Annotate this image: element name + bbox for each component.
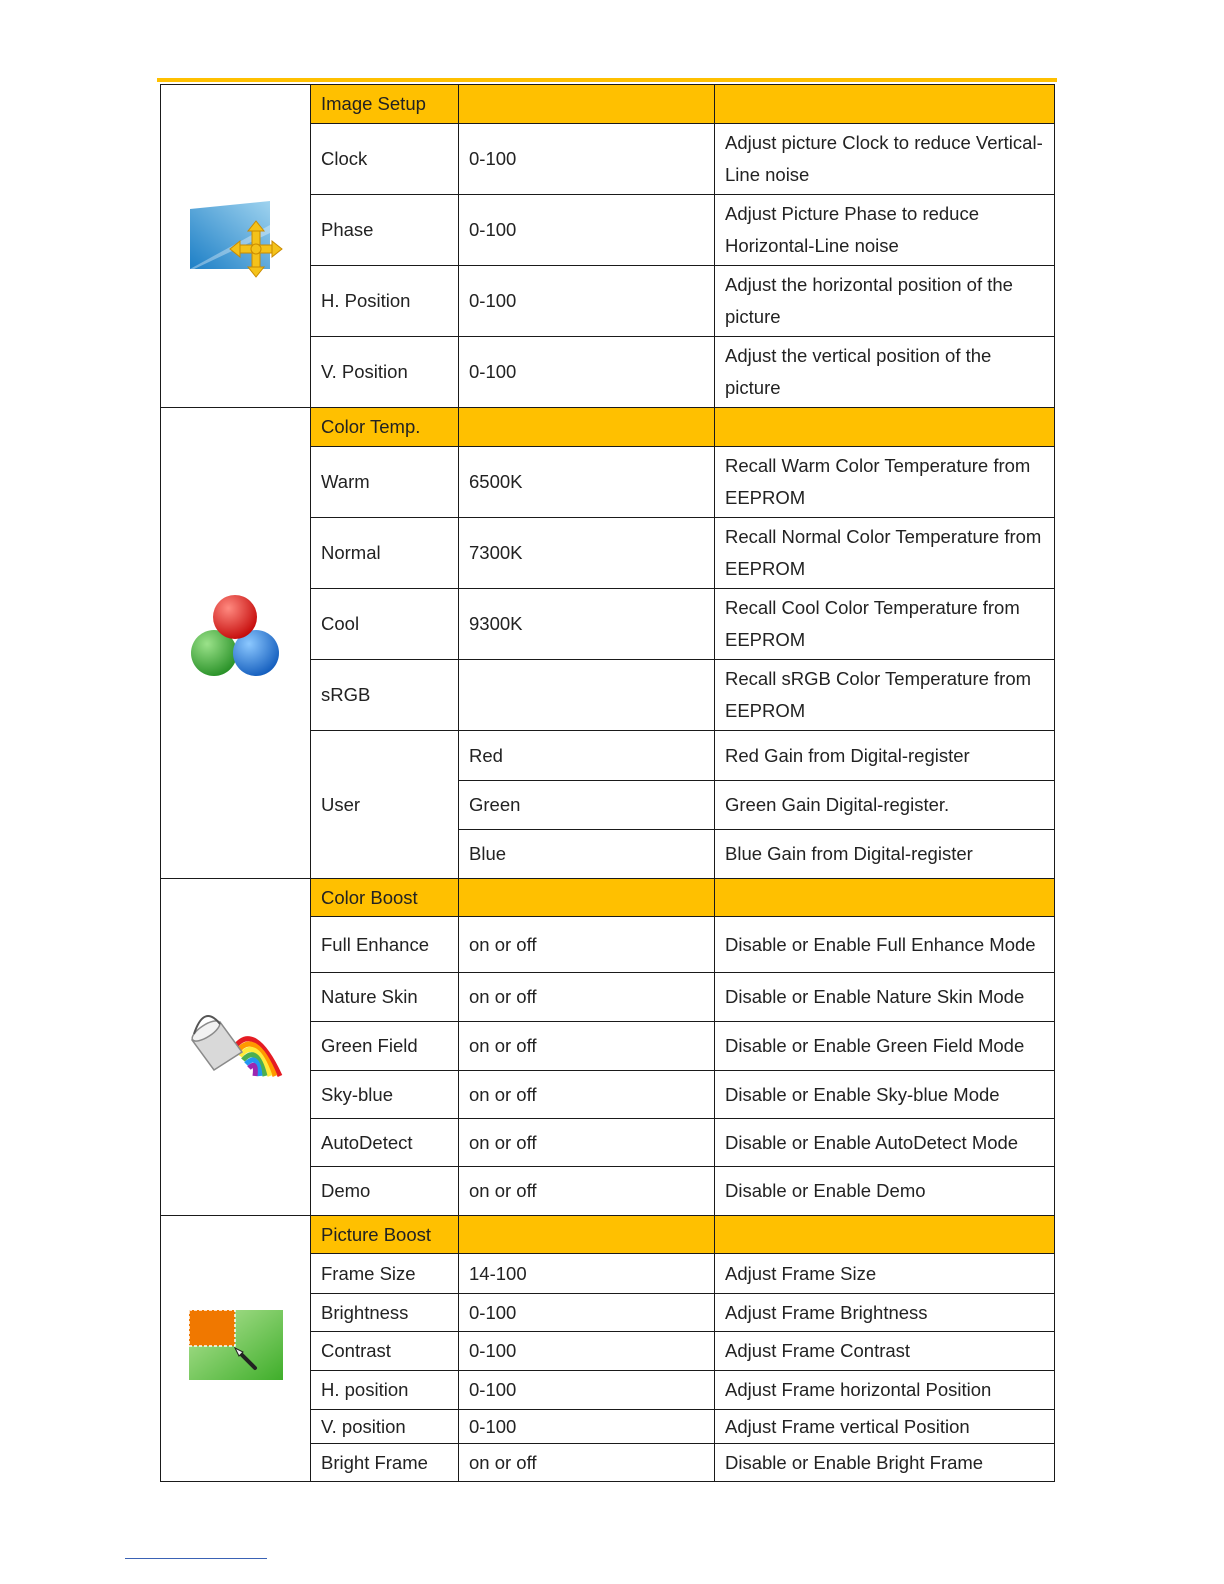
setting-value: on or off [459,1119,715,1167]
setting-desc: Green Gain Digital-register. [715,781,1055,830]
color-boost-icon [184,1000,288,1084]
setting-desc: Disable or Enable Full Enhance Mode [715,917,1055,973]
section-title: Image Setup [311,85,459,124]
setting-desc: Adjust Frame horizontal Position [715,1371,1055,1410]
setting-value: on or off [459,1022,715,1071]
setting-name: Brightness [311,1294,459,1332]
setting-desc: Blue Gain from Digital-register [715,830,1055,879]
setting-value: Blue [459,830,715,879]
osd-menu-table [160,84,1055,1482]
setting-name: V. position [311,1410,459,1444]
setting-value: 6500K [459,447,715,518]
picture-boost-icon-cell [161,1216,311,1482]
setting-desc: Red Gain from Digital-register [715,731,1055,781]
image-setup-icon [186,199,286,283]
setting-desc: Recall Normal Color Temperature from EEPROM [715,518,1055,589]
color-temp-icon-cell [161,408,311,879]
setting-name: Normal [311,518,459,589]
setting-value: on or off [459,973,715,1022]
setting-desc: Disable or Enable AutoDetect Mode [715,1119,1055,1167]
setting-value: 14-100 [459,1254,715,1294]
picture-boost-icon [187,1306,285,1382]
setting-desc: Adjust picture Clock to reduce Vertical-Line noise [715,124,1055,195]
setting-value: on or off [459,1167,715,1216]
setting-value: 7300K [459,518,715,589]
setting-desc: Adjust Frame vertical Position [715,1410,1055,1444]
setting-value: on or off [459,1071,715,1119]
section-header-row [161,1216,1055,1254]
setting-name: Clock [311,124,459,195]
setting-name: Cool [311,589,459,660]
section-header-row [161,408,1055,447]
setting-desc: Disable or Enable Bright Frame [715,1444,1055,1482]
setting-value: 0-100 [459,337,715,408]
section-title: Color Boost [311,879,459,917]
setting-value: Green [459,781,715,830]
color-temp-icon [188,593,284,683]
setting-value: 0-100 [459,1410,715,1444]
setting-desc: Adjust the vertical position of the picture [715,337,1055,408]
setting-desc: Disable or Enable Nature Skin Mode [715,973,1055,1022]
setting-desc: Disable or Enable Demo [715,1167,1055,1216]
setting-value [459,660,715,731]
section-title: Picture Boost [311,1216,459,1254]
section-header-row [161,85,1055,124]
image-setup-icon-cell [161,85,311,408]
setting-name: User [311,731,459,879]
setting-name: Green Field [311,1022,459,1071]
setting-desc: Disable or Enable Sky-blue Mode [715,1071,1055,1119]
setting-desc: Adjust Frame Brightness [715,1294,1055,1332]
setting-value: on or off [459,1444,715,1482]
setting-name: Bright Frame [311,1444,459,1482]
footer-link-rule [125,1558,267,1559]
section-title: Color Temp. [311,408,459,447]
setting-name: sRGB [311,660,459,731]
setting-name: H. position [311,1371,459,1410]
setting-name: Sky-blue [311,1071,459,1119]
setting-desc: Recall sRGB Color Temperature from EEPROM [715,660,1055,731]
setting-name: Frame Size [311,1254,459,1294]
setting-value: 0-100 [459,124,715,195]
top-accent-rule [157,78,1057,82]
setting-value: 0-100 [459,195,715,266]
setting-name: Contrast [311,1332,459,1371]
setting-desc: Recall Cool Color Temperature from EEPROM [715,589,1055,660]
color-boost-icon-cell [161,879,311,1216]
setting-desc: Adjust the horizontal position of the picture [715,266,1055,337]
setting-name: Warm [311,447,459,518]
setting-name: AutoDetect [311,1119,459,1167]
setting-value: 0-100 [459,1294,715,1332]
setting-desc: Adjust Frame Size [715,1254,1055,1294]
setting-name: Full Enhance [311,917,459,973]
setting-value: on or off [459,917,715,973]
setting-name: Nature Skin [311,973,459,1022]
setting-desc: Adjust Picture Phase to reduce Horizontal-Line noise [715,195,1055,266]
setting-desc: Disable or Enable Green Field Mode [715,1022,1055,1071]
setting-name: Demo [311,1167,459,1216]
setting-desc: Recall Warm Color Temperature from EEPROM [715,447,1055,518]
setting-value: 0-100 [459,1332,715,1371]
setting-name: H. Position [311,266,459,337]
setting-value: Red [459,731,715,781]
setting-desc: Adjust Frame Contrast [715,1332,1055,1371]
setting-value: 9300K [459,589,715,660]
setting-name: Phase [311,195,459,266]
setting-value: 0-100 [459,266,715,337]
setting-value: 0-100 [459,1371,715,1410]
section-header-row [161,879,1055,917]
setting-name: V. Position [311,337,459,408]
